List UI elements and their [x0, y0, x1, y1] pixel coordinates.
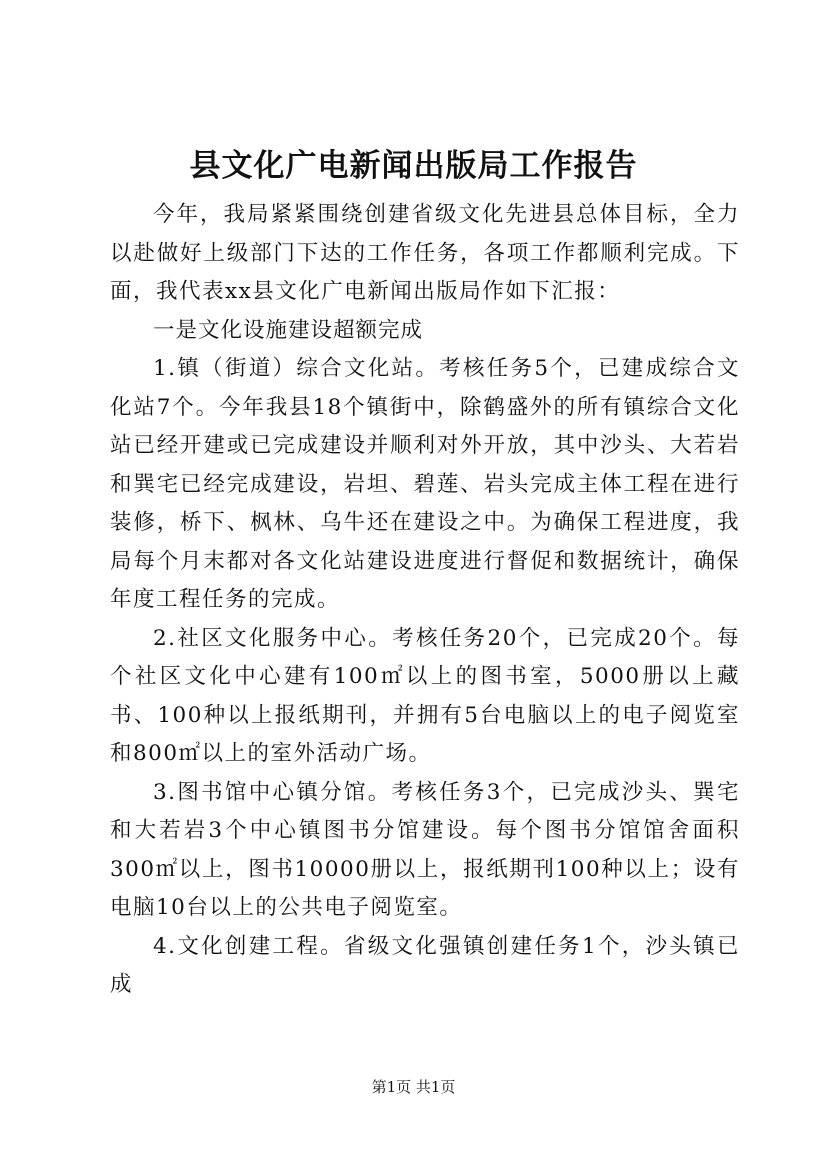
paragraph-item-3: 3.图书馆中心镇分馆。考核任务3个，已完成沙头、巽宅和大若岩3个中心镇图书分馆建设。每个图书分馆馆舍面积300㎡以上，图书10000册以上，报纸期刊100种以上；设有电脑10台以上的公共电子阅览室。: [110, 779, 740, 920]
document-title: 县文化广电新闻出版局工作报告: [189, 148, 638, 184]
paragraph-item-2: 2.社区文化服务中心。考核任务20个，已完成20个。每个社区文化中心建有100㎡以上的图书室，5000册以上藏书、100种以上报纸期刊，并拥有5台电脑以上的电子阅览室和800㎡以上的室外活动广场。: [110, 625, 740, 766]
paragraph-intro: 今年，我局紧紧围绕创建省级文化先进县总体目标，全力以赴做好上级部门下达的工作任务，各项工作都顺利完成。下面，我代表xx县文化广电新闻出版局作如下汇报：: [110, 202, 740, 304]
paragraph-item-4: 4.文化创建工程。省级文化强镇创建任务1个，沙头镇已成: [110, 933, 740, 997]
section-heading: 一是文化设施建设超额完成: [153, 317, 424, 343]
page-footer: 第1页 共1页: [371, 1078, 456, 1096]
document-body: [110, 196, 740, 1005]
paragraph-item-1: 1.镇（街道）综合文化站。考核任务5个，已建成综合文化站7个。今年我县18个镇街中，除鹤盛外的所有镇综合文化站已经开建或已完成建设并顺利对外开放，其中沙头、大若岩和巽宅已经完成建设，岩坦、碧莲、岩头完成主体工程在进行装修，桥下、枫林、乌牛还在建设之中。为确保工程进度，我局每个月末都对各文化站建设进度进行督促和数据统计，确保年度工程任务的完成。: [110, 356, 740, 612]
